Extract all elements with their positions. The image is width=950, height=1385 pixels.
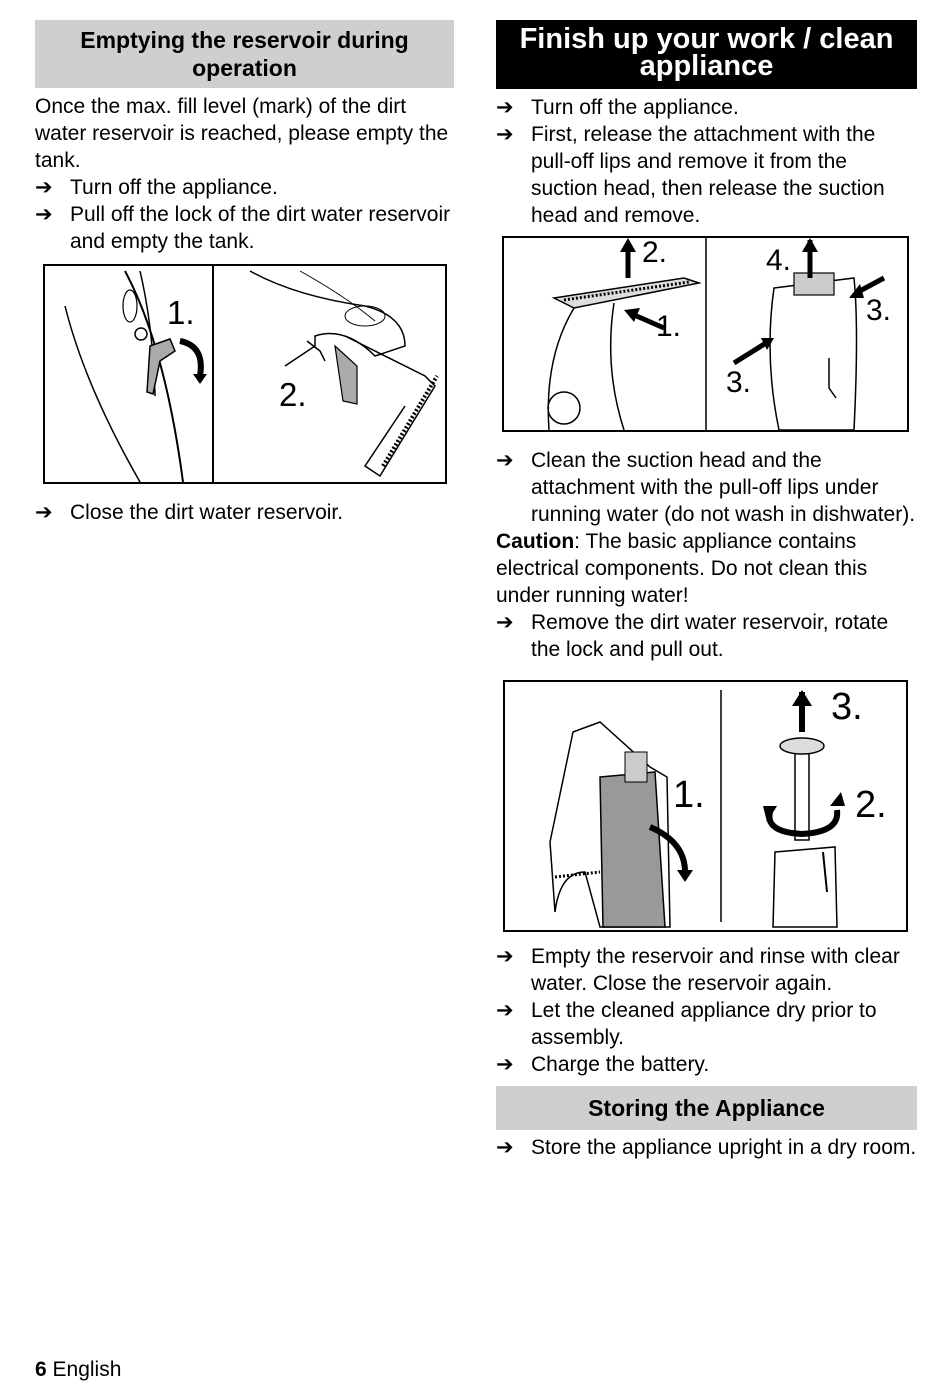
step-text: Close the dirt water reservoir.: [70, 501, 344, 524]
step-item: [496, 609, 917, 663]
step-item: [496, 447, 917, 528]
figure-step-label: 1.: [673, 774, 705, 816]
step-item: [35, 201, 454, 255]
right-arrow-icon: ➔: [35, 203, 53, 226]
step-item: [496, 997, 917, 1051]
figure-step-label: 1.: [167, 294, 195, 331]
step-item: [496, 94, 917, 121]
illustration-emptying: [45, 266, 445, 482]
figure-remove-reservoir: [503, 680, 908, 932]
right-arrow-icon: ➔: [496, 1136, 514, 1159]
caution-paragraph: [496, 528, 917, 609]
figure-step-label: 3.: [866, 294, 892, 327]
step-item: [496, 943, 917, 997]
right-arrow-icon: ➔: [496, 611, 514, 634]
right-arrow-icon: ➔: [496, 123, 514, 146]
step-text: Store the appliance upright in a dry room.: [531, 1136, 917, 1159]
right-arrow-icon: ➔: [35, 501, 53, 524]
right-arrow-icon: ➔: [496, 96, 514, 119]
page-number: 6: [35, 1358, 47, 1381]
step-item: [35, 174, 454, 201]
step-text: Let the cleaned appliance dry prior to assembly.: [531, 999, 877, 1049]
step-text: Clean the suction head and the attachment with the pull-off lips under running water (do not wash in dishwater).: [531, 449, 916, 526]
right-arrow-icon: ➔: [496, 449, 514, 472]
caution-text: : The basic appliance contains electrical components. Do not clean this under running water!: [496, 530, 868, 607]
section-heading-storing: Storing the Appliance: [496, 1086, 917, 1130]
page-footer: [35, 1358, 121, 1382]
figure-step-label: 2.: [279, 376, 307, 413]
step-item: [35, 499, 454, 526]
step-text: Turn off the appliance.: [531, 96, 739, 119]
right-arrow-icon: ➔: [496, 999, 514, 1022]
figure-step-label: 1.: [656, 310, 682, 343]
section-heading-finish: Finish up your work / clean appliance: [496, 20, 917, 89]
figure-step-label: 3.: [726, 366, 752, 399]
step-text: Empty the reservoir and rinse with clear water. Close the reservoir again.: [531, 945, 900, 995]
figure-step-label: 3.: [831, 686, 863, 728]
illustration-remove-attachment: [504, 238, 907, 430]
right-arrow-icon: ➔: [496, 945, 514, 968]
caution-label: Caution: [496, 530, 575, 553]
section-heading-emptying: Emptying the reservoir during operation: [35, 20, 454, 88]
right-arrow-icon: ➔: [35, 176, 53, 199]
step-item: [496, 1051, 917, 1078]
figure-emptying: [43, 264, 447, 484]
step-text: Charge the battery.: [531, 1053, 710, 1076]
step-item: [496, 1134, 917, 1161]
figure-step-label: 2.: [855, 784, 887, 826]
footer-language: English: [52, 1358, 122, 1381]
step-text: Pull off the lock of the dirt water reservoir and empty the tank.: [70, 203, 451, 253]
step-text: Remove the dirt water reservoir, rotate the lock and pull out.: [531, 611, 889, 661]
step-item: [496, 121, 917, 229]
right-arrow-icon: ➔: [496, 1053, 514, 1076]
figure-step-label: 2.: [642, 236, 668, 269]
figure-remove-attachment: [502, 236, 909, 432]
left-column: [35, 20, 454, 526]
step-text: Turn off the appliance.: [70, 176, 278, 199]
right-column: [496, 20, 917, 1161]
step-text: First, release the attachment with the pull-off lips and remove it from the suction head, then release the suction head and remove.: [531, 123, 885, 227]
intro-paragraph: Once the max. fill level (mark) of the dirt water reservoir is reached, please empty the tank.: [35, 95, 449, 172]
figure-step-label: 4.: [766, 244, 792, 277]
